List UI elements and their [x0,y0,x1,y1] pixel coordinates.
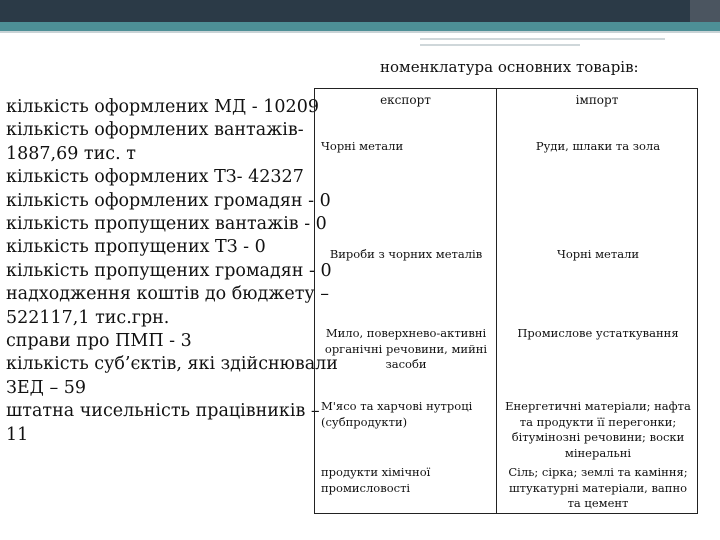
import-cell: Промислове устаткування [517,326,679,340]
accent-line-1 [420,38,665,40]
export-header: експорт [380,93,431,107]
import-cell: Чорні метали [556,247,640,261]
nomenclature-title: номенклатура основних товарів: [380,58,639,76]
import-header: імпорт [575,93,619,107]
column-divider [496,89,497,513]
export-cell: продукти хімічної промисловості [321,465,431,495]
stat-line: кількість суб’єктів, які здійснювали [6,354,338,375]
header-band-dark [0,0,720,22]
stat-line: кількість оформлених ТЗ- 42327 [6,167,304,188]
stat-line: надходження коштів до бюджету – [6,284,330,305]
export-cell: Мило, поверхнево-активні органічні речовини, мийні засоби [324,326,488,371]
nomenclature-table [314,88,698,514]
header-band-teal [0,22,720,31]
export-cell: Чорні метали [321,139,404,153]
stat-line: кількість пропущених ТЗ - 0 [6,237,266,258]
stat-line: 1887,69 тис. т [6,143,136,164]
stat-line: кількість оформлених громадян - 0 [6,190,331,211]
statistics-list [6,96,338,447]
export-cell: М'ясо та харчові нутроці (субпродукти) [321,399,473,429]
import-cell: Сіль; сірка; землі та каміння; штукатурні матеріали, вапно та цемент [508,465,688,510]
stat-line: кількість оформлених МД - 10209 [6,97,319,117]
stat-line: справи про ПМП - 3 [6,331,192,352]
stat-line: 11 [6,424,29,445]
header-rule [0,31,720,33]
stat-line: кількість пропущених громадян - 0 [6,260,332,281]
stat-line: штатна чисельність працівників – [6,401,320,422]
header-band-corner [690,0,720,22]
import-cell: Енергетичні матеріали; нафта та продукти її перегонки; бітумінозні речовини; воски мінеральні [505,399,691,460]
stat-line: ЗЕД – 59 [6,377,87,398]
stat-line: 522117,1 тис.грн. [6,307,170,328]
accent-line-2 [420,44,580,46]
stat-line: кількість оформлених вантажів- [6,120,304,141]
import-cell: Руди, шлаки та зола [535,139,661,153]
export-cell: Вироби з чорних металів [329,247,483,261]
stat-line: кількість пропущених вантажів - 0 [6,214,327,235]
